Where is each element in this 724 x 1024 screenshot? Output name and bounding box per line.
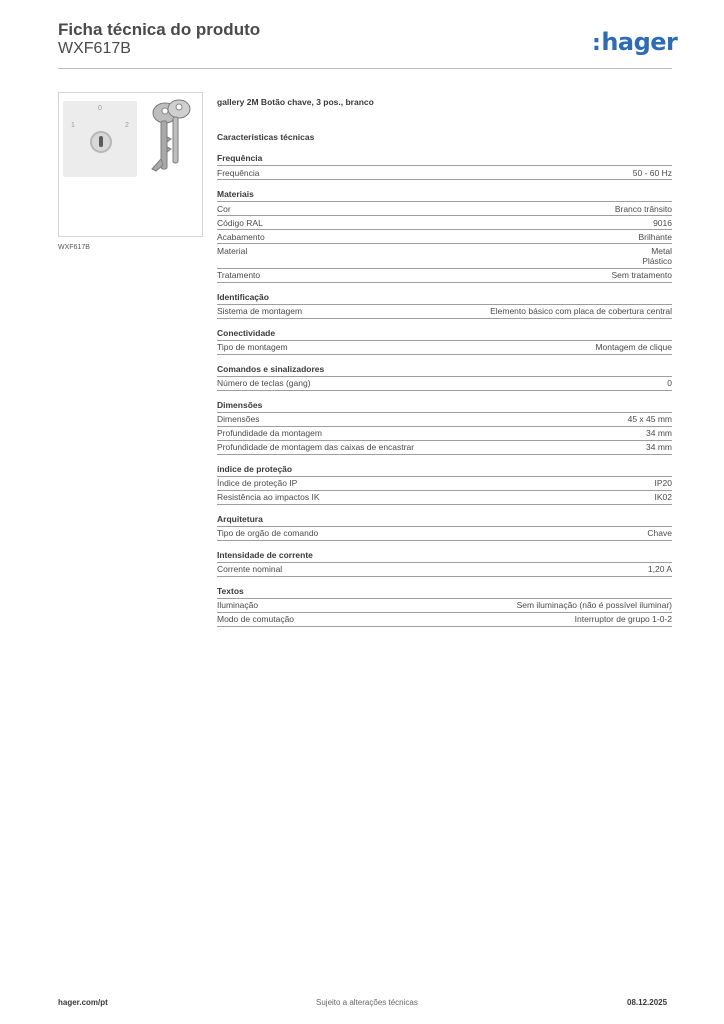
spec-value	[615, 204, 672, 215]
spec-value	[667, 378, 672, 389]
spec-sections	[217, 153, 672, 627]
spec-label: Sistema de montagem	[217, 306, 303, 316]
spec-row	[217, 269, 672, 283]
spec-value	[642, 246, 672, 267]
header-divider	[58, 68, 672, 69]
spec-section	[217, 586, 672, 627]
spec-section	[217, 400, 672, 455]
section-title: Conectividade	[217, 328, 672, 341]
spec-value-line: Branco trânsito	[614, 203, 672, 214]
spec-label: Dimensões	[217, 414, 260, 424]
spec-section	[217, 364, 672, 391]
spec-row	[217, 377, 672, 391]
spec-value-line: IK02	[654, 492, 672, 502]
spec-row	[217, 613, 672, 627]
spec-section	[217, 328, 672, 355]
spec-label: Corrente nominal	[217, 564, 283, 574]
spec-section	[217, 153, 672, 180]
spec-value-line: 34 mm	[646, 442, 672, 452]
spec-label: Tipo de orgão de comando	[217, 528, 319, 538]
spec-row	[217, 563, 672, 577]
spec-row	[217, 441, 672, 455]
spec-label: Cor	[217, 203, 231, 214]
spec-section	[217, 514, 672, 541]
spec-row	[217, 202, 672, 216]
image-caption: WXF617B	[58, 244, 90, 251]
logo-text: hager	[601, 28, 678, 56]
section-title: Frequência	[217, 153, 672, 166]
spec-section	[217, 292, 672, 319]
spec-label: Resistência ao impactos IK	[217, 492, 320, 502]
spec-value-line: Interruptor de grupo 1-0-2	[574, 614, 672, 624]
spec-value-line: Sem tratamento	[611, 270, 672, 280]
footer-website: hager.com/pt	[58, 998, 108, 1007]
spec-value	[575, 614, 672, 625]
spec-value	[646, 442, 672, 453]
spec-value-line: 0	[667, 378, 672, 388]
spec-value	[655, 478, 673, 489]
section-title: Arquitetura	[217, 514, 672, 527]
spec-value-line: Sem iluminação (não é possível iluminar)	[516, 600, 672, 610]
spec-row	[217, 230, 672, 244]
spec-content	[217, 96, 672, 636]
spec-row	[217, 599, 672, 613]
footer-date: 08.12.2025	[627, 998, 668, 1007]
spec-row	[217, 527, 672, 541]
spec-value-line: Metal	[651, 245, 672, 256]
spec-label: Código RAL	[217, 217, 263, 228]
keys-icon	[141, 97, 199, 179]
spec-row	[217, 166, 672, 180]
spec-value	[655, 492, 673, 503]
spec-section	[217, 550, 672, 577]
spec-value-line: 34 mm	[646, 428, 672, 438]
logo-dots-icon: :	[592, 31, 601, 56]
position-label-0: 0	[98, 105, 102, 112]
spec-row	[217, 413, 672, 427]
key-cylinder-icon	[90, 131, 112, 153]
spec-value-line: 1,20 A	[647, 564, 672, 574]
spec-value-line: 9016	[653, 217, 672, 228]
spec-label: Tratamento	[217, 270, 261, 280]
spec-value-line: Plástico	[642, 256, 672, 266]
spec-label: Acabamento	[217, 231, 265, 242]
spec-row	[217, 477, 672, 491]
section-title: Intensidade de corrente	[217, 550, 672, 563]
section-title: Materiais	[217, 189, 672, 202]
product-code: WXF617B	[58, 40, 131, 57]
spec-value	[517, 600, 672, 611]
section-title: Dimensões	[217, 400, 672, 413]
spec-value	[638, 232, 672, 243]
page-title: Ficha técnica do produto	[58, 20, 261, 39]
spec-row	[217, 305, 672, 319]
spec-label: Tipo de montagem	[217, 342, 288, 352]
spec-label: Modo de comutação	[217, 614, 295, 624]
section-title: Comandos e sinalizadores	[217, 364, 672, 377]
spec-value	[646, 428, 672, 439]
spec-label: Iluminação	[217, 600, 259, 610]
spec-value	[648, 564, 672, 575]
spec-label: Profundidade da montagem	[217, 428, 322, 438]
spec-label: Profundidade de montagem das caixas de encastrar	[217, 442, 415, 452]
product-image	[58, 92, 203, 237]
spec-row	[217, 341, 672, 355]
spec-row	[217, 216, 672, 230]
hager-logo	[592, 28, 677, 56]
spec-value-line: 45 x 45 mm	[627, 414, 672, 424]
spec-value-line: Montagem de clique	[595, 342, 672, 352]
position-label-1: 1	[71, 122, 75, 129]
spec-value	[490, 306, 672, 317]
spec-value-line: Elemento básico com placa de cobertura central	[490, 306, 672, 316]
spec-row	[217, 427, 672, 441]
switch-plate	[63, 101, 137, 177]
footer-notice: Sujeito a alterações técnicas	[316, 998, 418, 1007]
spec-label: Número de teclas (gang)	[217, 378, 311, 388]
spec-value	[647, 528, 672, 539]
spec-value-line: Chave	[647, 528, 672, 538]
spec-value-line: 50 - 60 Hz	[632, 167, 672, 178]
spec-value	[595, 342, 672, 353]
spec-row	[217, 491, 672, 505]
tech-specs-heading: Características técnicas	[217, 132, 315, 142]
spec-section	[217, 464, 672, 505]
spec-value-line: IP20	[654, 478, 672, 488]
spec-value	[633, 168, 672, 179]
spec-value	[612, 270, 672, 281]
section-title: Textos	[217, 586, 672, 599]
section-title: índice de proteção	[217, 464, 672, 477]
spec-row	[217, 244, 672, 269]
spec-label: Frequência	[217, 167, 260, 178]
spec-label: Índice de proteção IP	[217, 478, 298, 488]
section-title: Identificação	[217, 292, 672, 305]
position-label-2: 2	[125, 122, 129, 129]
spec-section	[217, 189, 672, 283]
spec-value-line: Brilhante	[638, 231, 672, 242]
product-title: gallery 2M Botão chave, 3 pos., branco	[217, 97, 374, 107]
spec-value	[628, 414, 672, 425]
spec-label: Material	[217, 245, 248, 256]
spec-value	[653, 218, 672, 229]
